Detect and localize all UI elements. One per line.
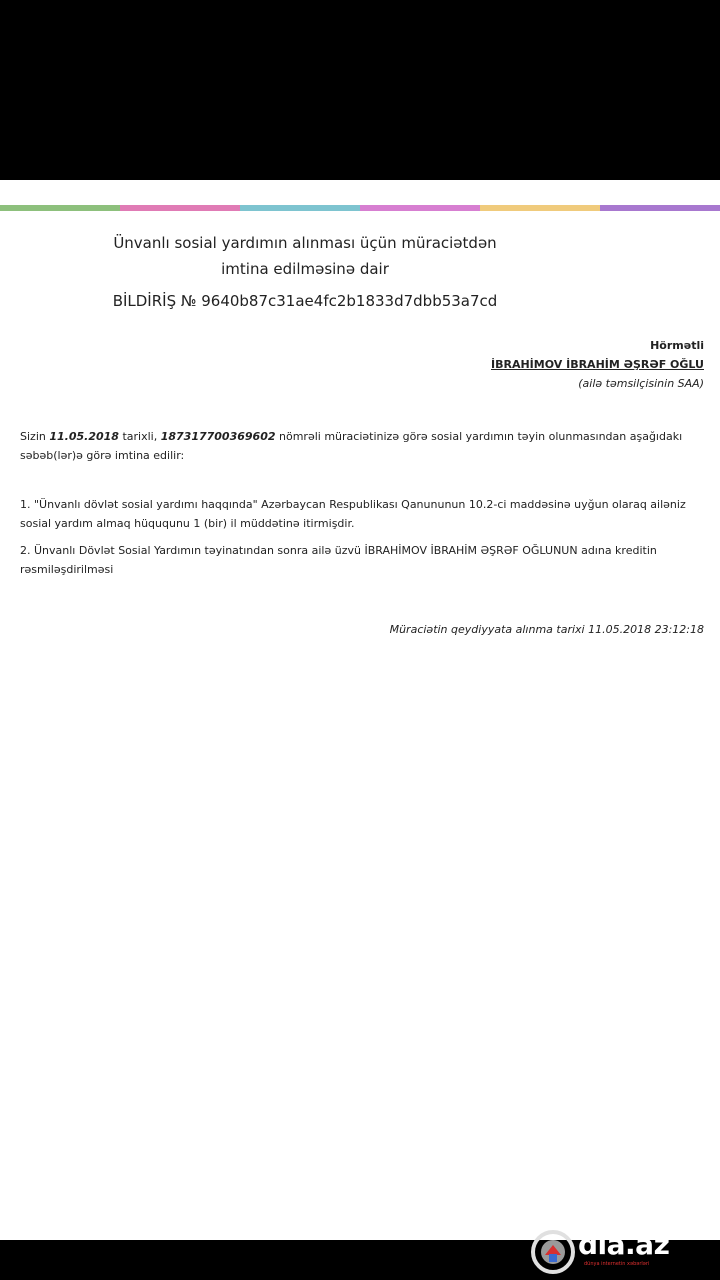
color-strip-segment — [480, 205, 600, 211]
reason-text: Ünvanlı Dövlət Sosial Yardımın təyinatından sonra ailə üzvü İBRAHİMOV İBRAHİM ƏŞRƏF OĞLUNUN adına kreditin rəsmiləşdirilməsi — [20, 544, 657, 576]
watermark-tagline: dünya internetin xəbərləri — [584, 1261, 650, 1267]
color-strip-segment — [600, 205, 720, 211]
color-strip — [0, 205, 720, 211]
document-page — [0, 180, 720, 1240]
color-strip-segment — [240, 205, 360, 211]
body-suffix: nömrəli müraciətinizə görə sosial yardımın təyin olunmasından aşağıdakı səbəb(lər)ə görə imtina edilir: — [20, 430, 683, 462]
reason-number: 2. — [20, 544, 31, 557]
dia-watermark — [530, 1228, 690, 1276]
registration-date: Müraciətin qeydiyyata alınma tarixi 11.05.2018 23:12:18 — [389, 623, 704, 636]
body-prefix: Sizin — [20, 430, 46, 443]
greeting: Hörmətli — [650, 339, 704, 352]
reason-item — [20, 541, 710, 579]
addressee-block — [491, 336, 704, 393]
top-black-bar — [0, 0, 720, 180]
reasons-list — [20, 495, 710, 587]
notice-number: BİLDİRİŞ № 9640b87c31ae4fc2b1833d7dbb53a7cd — [112, 292, 498, 310]
document-title — [0, 230, 610, 314]
reason-item — [20, 495, 710, 533]
title-line-1: Ünvanlı sosial yardımın alınması üçün müraciətdən — [113, 234, 497, 252]
recipient-name: İBRAHİMOV İBRAHİM ƏŞRƏF OĞLU — [491, 358, 704, 371]
application-date: 11.05.2018 — [49, 430, 119, 443]
color-strip-segment — [120, 205, 240, 211]
watermark-text: dia.az — [578, 1228, 670, 1261]
reason-text: "Ünvanlı dövlət sosial yardımı haqqında" Azərbaycan Respublikası Qanununun 10.2-ci maddəsinə uyğun olaraq ailəniz sosial yardım almaq hüququnu 1 (bir) il müddətinə itirmişdir. — [20, 498, 686, 530]
application-number: 187317700369602 — [160, 430, 276, 443]
reason-number: 1. — [20, 498, 31, 511]
body-middle: tarixli, — [122, 430, 158, 443]
color-strip-segment — [0, 205, 120, 211]
recipient-role: (ailə təmsilçisinin SAA) — [578, 377, 704, 390]
dia-logo-icon — [530, 1229, 576, 1275]
color-strip-segment — [360, 205, 480, 211]
title-line-2: imtina edilməsinə dair — [221, 260, 389, 278]
notice-body — [20, 427, 706, 465]
